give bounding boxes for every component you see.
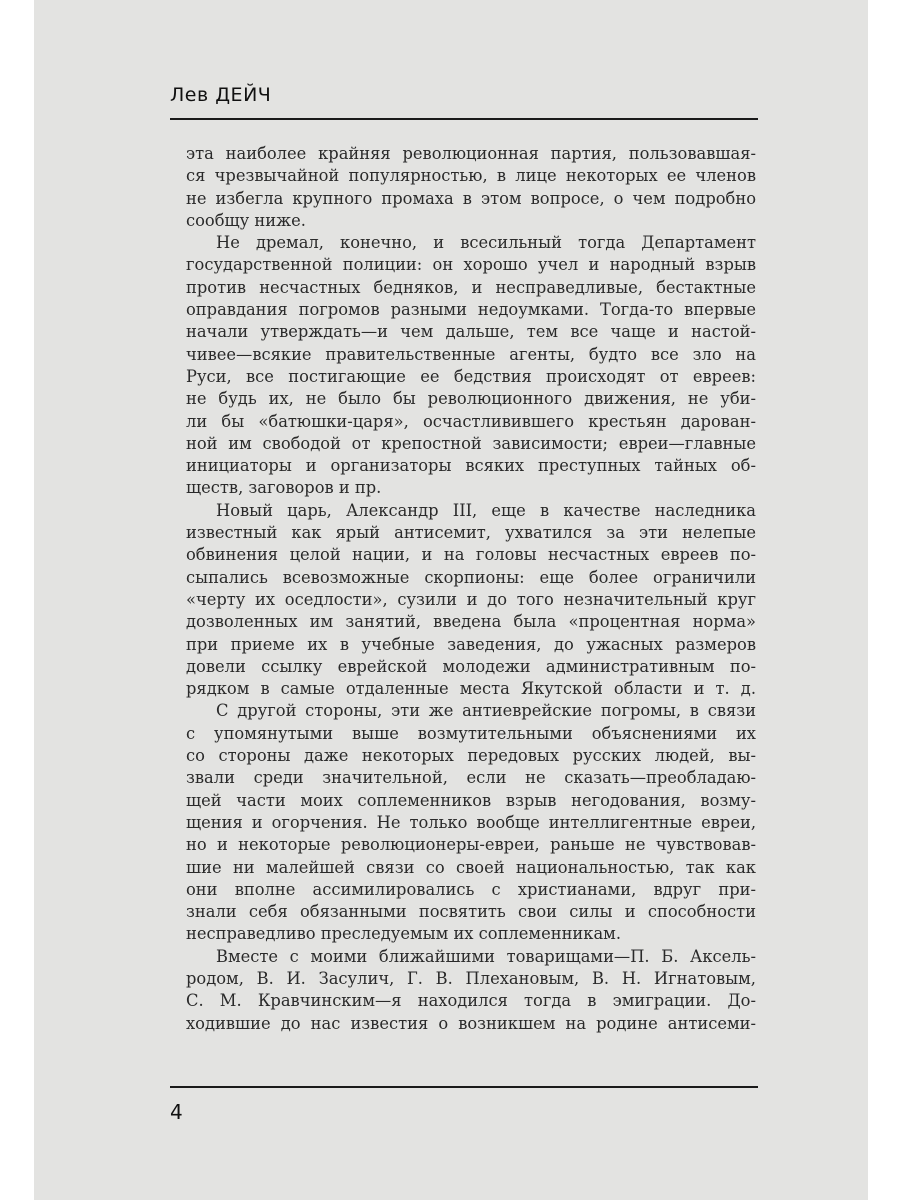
text-line: эта наиболее крайняя революционная партия, пользовавшая- xyxy=(186,144,756,163)
text-line: но и некоторые революционеры-евреи, раньше не чувствовав- xyxy=(186,835,756,855)
paragraph-3 xyxy=(186,500,756,701)
text-line: дозволенных им занятий, введена была «процентная норма» xyxy=(186,612,756,632)
text-line: Новый царь, Александр III, еще в качестве наследника xyxy=(216,500,756,520)
text-line: ся чрезвычайной популярностью, в лице некоторых ее членов xyxy=(186,166,756,186)
text-line: с упомянутыми выше возмутительными объяснениями их xyxy=(186,723,756,743)
text-line: С. М. Кравчинским—я находился тогда в эмиграции. До- xyxy=(186,991,756,1011)
paragraph-4 xyxy=(186,700,756,945)
text-line: сыпались всевозможные скорпионы: еще более ограничили xyxy=(186,567,756,587)
paragraph-1 xyxy=(186,143,756,232)
text-line: С другой стороны, эти же антиеврейские погромы, в связи xyxy=(216,701,756,721)
text-line: против несчастных бедняков, и несправедливые, бестактные xyxy=(186,277,756,297)
text-line: известный как ярый антисемит, ухватился за эти нелепые xyxy=(186,523,756,543)
text-line: обвинения целой нации, и на головы несчастных евреев по- xyxy=(186,545,756,565)
text-line: несправедливо преследуемым их соплеменникам. xyxy=(186,924,621,944)
text-line: рядком в самые отдаленные места Якутской области и т. д. xyxy=(186,679,756,699)
text-line: чивее—всякие правительственные агенты, будто все зло на xyxy=(186,344,756,364)
text-line: оправдания погромов разными недоумками. Тогда-то впервые xyxy=(186,300,756,320)
text-line: сообщу ниже. xyxy=(186,210,306,230)
text-line: ной им свободой от крепостной зависимости; евреи—главные xyxy=(186,433,756,453)
text-line: довели ссылку еврейской молодежи административным по- xyxy=(186,656,756,676)
text-line: ходившие до нас известия о возникшем на родине антисеми- xyxy=(186,1013,756,1033)
text-line: Вместе с моими ближайшими товарищами—П. Б. Аксель- xyxy=(216,946,756,966)
text-line: шие ни малейшей связи со своей национальностью, так как xyxy=(186,857,756,877)
text-line: ществ, заговоров и пр. xyxy=(186,478,382,498)
text-line: со стороны даже некоторых передовых русских людей, вы- xyxy=(186,746,756,766)
text-line: не избегла крупного промаха в этом вопросе, о чем подробно xyxy=(186,188,756,208)
text-line: при приеме их в учебные заведения, до ужасных размеров xyxy=(186,634,756,654)
text-line: родом, В. И. Засулич, Г. В. Плехановым, В. Н. Игнатовым, xyxy=(186,968,756,988)
footer-rule xyxy=(170,1086,758,1088)
text-line: Не дремал, конечно, и всесильный тогда Департамент xyxy=(216,233,756,253)
header-rule xyxy=(170,118,758,120)
paragraph-2 xyxy=(186,232,756,500)
text-line: они вполне ассимилировались с христианами, вдруг при- xyxy=(186,879,756,899)
text-line: ли бы «батюшки-царя», осчастливившего крестьян дарован- xyxy=(186,411,756,431)
text-line: инициаторы и организаторы всяких преступных тайных об- xyxy=(186,456,756,476)
running-head-author: Лев ДЕЙЧ xyxy=(170,84,272,106)
page-number: 4 xyxy=(170,1100,183,1124)
text-line: щей части моих соплеменников взрыв негодования, возму- xyxy=(186,790,756,810)
text-line: звали среди значительной, если не сказать—преобладаю- xyxy=(186,768,756,788)
text-line: государственной полиции: он хорошо учел и народный взрыв xyxy=(186,255,756,275)
paragraph-5 xyxy=(186,946,756,1035)
text-line: знали себя обязанными посвятить свои силы и способности xyxy=(186,902,756,922)
body-text xyxy=(186,143,756,1035)
text-line: «черту их оседлости», сузили и до того незначительный круг xyxy=(186,589,756,609)
text-line: начали утверждать—и чем дальше, тем все чаще и настой- xyxy=(186,322,756,342)
text-line: щения и огорчения. Не только вообще интеллигентные евреи, xyxy=(186,812,756,832)
text-line: не будь их, не было бы революционного движения, не уби- xyxy=(186,389,756,409)
text-line: Руси, все постигающие ее бедствия происходят от евреев: xyxy=(186,366,756,386)
